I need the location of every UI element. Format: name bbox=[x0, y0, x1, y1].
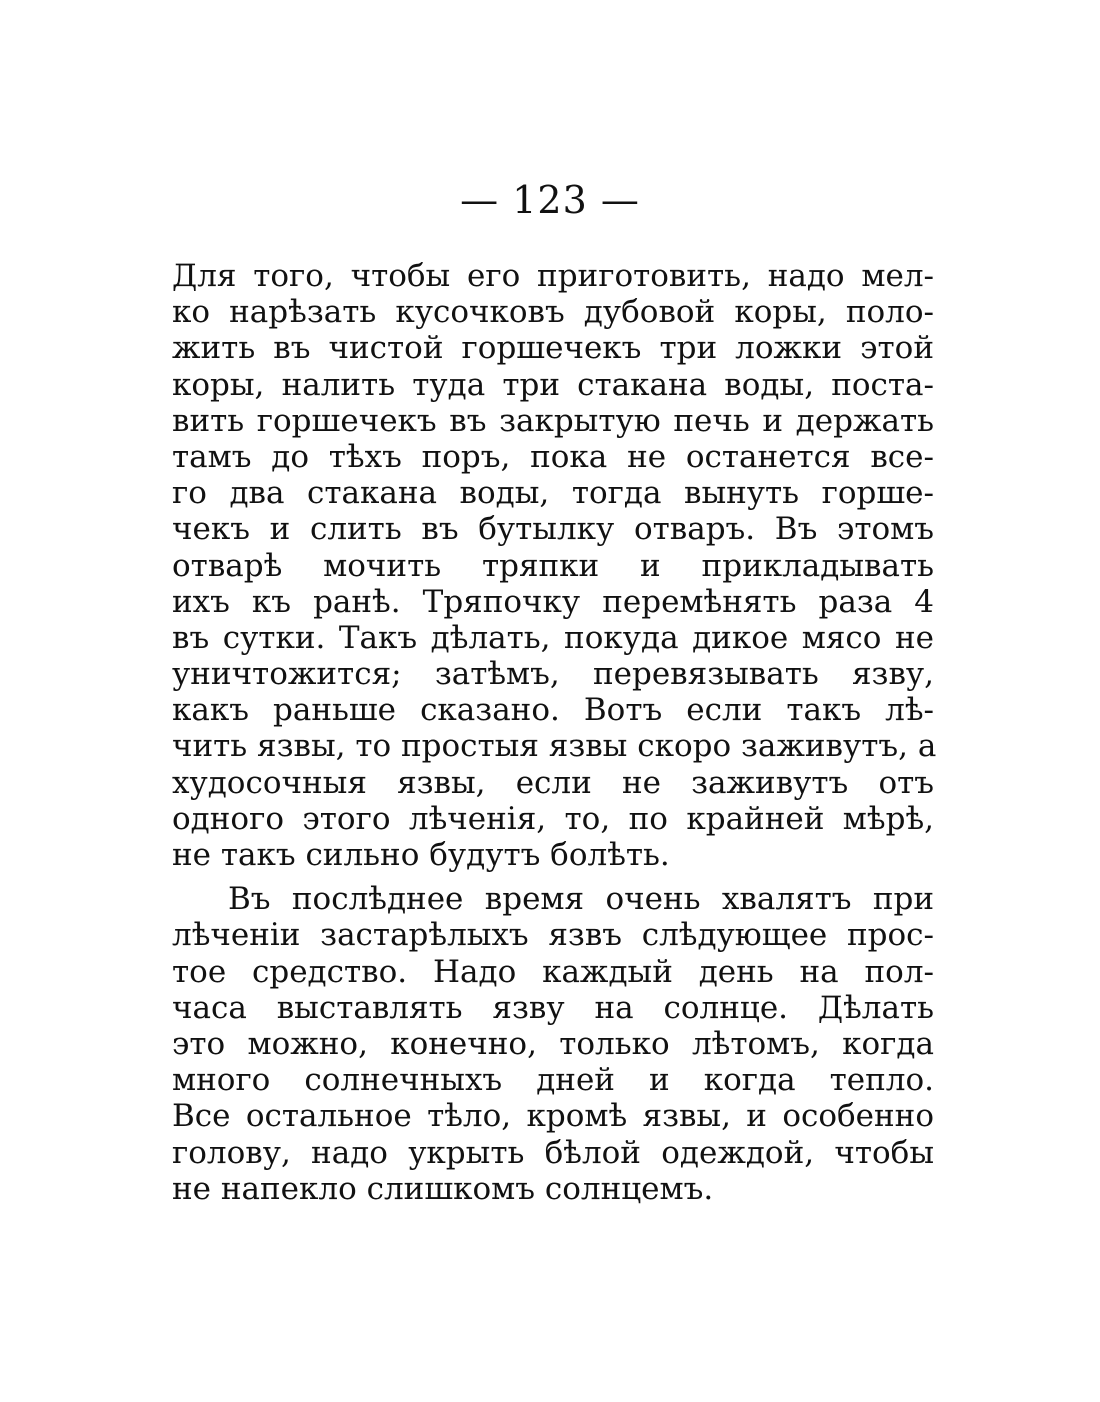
text-line: голову, надо укрыть бѣлой одеждой, чтобы bbox=[172, 1134, 934, 1171]
text-line: Для того, чтобы его приготовить, надо мел- bbox=[172, 258, 934, 294]
paragraph-gap bbox=[172, 873, 934, 881]
text-line: не напекло слишкомъ солнцемъ. bbox=[172, 1170, 714, 1207]
text-line: тое средство. Надо каждый день на пол- bbox=[172, 953, 934, 990]
paragraph-2 bbox=[172, 881, 934, 1207]
paragraph-1 bbox=[172, 258, 937, 873]
text-line: жить въ чистой горшечекъ три ложки этой bbox=[172, 330, 934, 367]
text-line: много солнечныхъ дней и когда тепло. bbox=[172, 1062, 934, 1099]
body-text bbox=[172, 258, 937, 1207]
page-number: — 123 — bbox=[460, 178, 640, 222]
text-line: уничтожится; затѣмъ, перевязывать язву, bbox=[172, 656, 934, 693]
text-line: это можно, конечно, только лѣтомъ, когда bbox=[172, 1025, 934, 1062]
text-line: Въ послѣднее время очень хвалятъ при bbox=[228, 881, 934, 918]
text-line: ко нарѣзать кусочковъ дубовой коры, поло- bbox=[172, 294, 934, 331]
text-line: не такъ сильно будутъ болѣть. bbox=[172, 837, 670, 873]
text-line: го два стакана воды, тогда вынуть горше- bbox=[172, 475, 934, 512]
text-line: лѣченіи застарѣлыхъ язвъ слѣдующее прос- bbox=[172, 917, 934, 954]
text-line: вить горшечекъ въ закрытую печь и держать bbox=[172, 402, 934, 439]
text-line: коры, налить туда три стакана воды, поста- bbox=[172, 366, 934, 403]
text-line: въ сутки. Такъ дѣлать, покуда дикое мясо не bbox=[172, 619, 934, 656]
text-line: тамъ до тѣхъ поръ, пока не останется все- bbox=[172, 438, 934, 475]
text-line: чекъ и слить въ бутылку отваръ. Въ этомъ bbox=[172, 511, 934, 548]
text-line: Все остальное тѣло, кромѣ язвы, и особенно bbox=[172, 1098, 934, 1135]
text-line: одного этого лѣченія, то, по крайней мѣрѣ, bbox=[172, 800, 934, 837]
text-line: отварѣ мочить тряпки и прикладывать bbox=[172, 547, 934, 584]
text-line: какъ раньше сказано. Вотъ если такъ лѣ- bbox=[172, 692, 934, 729]
text-line: часа выставлять язву на солнце. Дѣлать bbox=[172, 989, 934, 1026]
text-line: ихъ къ ранѣ. Тряпочку перемѣнять раза 4 bbox=[172, 583, 934, 620]
text-line: худосочныя язвы, если не заживутъ отъ bbox=[172, 764, 934, 801]
text-line: чить язвы, то простыя язвы скоро заживутъ, а bbox=[172, 728, 937, 765]
